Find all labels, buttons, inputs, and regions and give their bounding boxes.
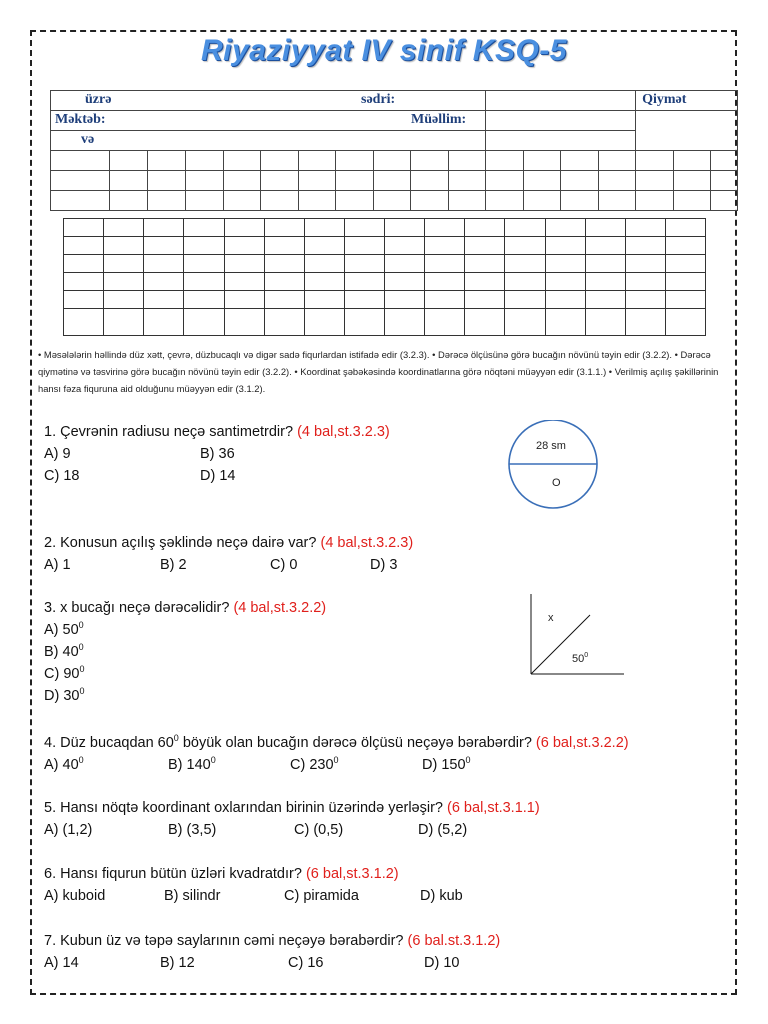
ve-label: və [81,132,95,147]
q7-option-c[interactable]: C) 16 [288,955,324,971]
q6-option-c[interactable]: C) piramida [284,888,359,904]
q6-option-d[interactable]: D) kub [420,888,463,904]
question-2: 2. Konusun açılış şəklində neçə dairə var? (4 bal,st.3.2.3) A) 1 B) 2 C) 0 D) 3 [44,532,724,576]
question-3: 3. x bucağı neçə dərəcəlidir? (4 bal,st.3.2.2) A) $50^0$ B) $40^0$ C) $90^0$ D) $30^0$ [44,597,504,707]
q2-option-d[interactable]: D) 3 [370,557,398,573]
qiymet-label: Qiymət [642,92,687,107]
page-title: Riyaziyyat IV sinif KSQ-5 [201,34,567,67]
q4-option-c[interactable]: C) $230^0$ [290,755,339,773]
q3-option-c[interactable]: C) $90^0$ [44,664,85,682]
q6-option-b[interactable]: B) silindr [164,888,221,904]
uzre-label: üzrə [85,92,112,107]
q4-option-b[interactable]: B) $140^0$ [168,755,216,773]
q3-option-a[interactable]: A) $50^0$ [44,620,84,638]
angle-value-label: $50^0$ [572,652,589,665]
q3-option-d[interactable]: D) $30^0$ [44,686,85,704]
q2-option-b[interactable]: B) 2 [160,557,187,573]
q5-option-c[interactable]: C) (0,5) [294,822,344,838]
q7-option-b[interactable]: B) 12 [160,955,195,971]
standards-text: • Məsələlərin həllində düz xətt, çevrə, düzbucaqlı və digər sadə fiqurlardan istifadə edir (3.2.3). • Dərəcə ölçüsünə görə bucağın növünü təyin edir (3.2.2). • Dərəcə qiymətinə və təsvirinə görə bucağın növünü təyin edir (3.2.2). • Koordinat şəbəkəsində koordinatlarına görə nöqtəni müəyyən edir (3.1.1.) • Verilmiş açılış şəkillərinin hansı fəza fiquruna aid olduğunu müəyyən edir (3.1.2). [38,349,719,394]
qiymet-field[interactable] [636,111,738,151]
q1-option-a[interactable]: A) 9 [44,446,71,462]
angle-diagonal-line [531,615,590,674]
sedri-label: sədri: [361,92,396,107]
q2-option-c[interactable]: C) 0 [270,557,298,573]
question-7: 7. Kubun üz və təpə saylarının cəmi neçəyə bərabərdir? (6 bal.st.3.1.2) A) 14 B) 12 C) 16 D) 10 [44,930,724,974]
q4-option-d[interactable]: D) $150^0$ [422,755,471,773]
angle-figure [528,594,624,678]
q6-option-a[interactable]: A) kuboid [44,888,106,904]
circle-figure [496,420,610,510]
muellim-label: Müəllim: [411,112,467,127]
center-label: O [552,477,561,489]
q3-option-b[interactable]: B) $40^0$ [44,642,84,660]
q1-option-d[interactable]: D) 14 [200,468,236,484]
q1-option-c[interactable]: C) 18 [44,468,80,484]
angle-x-label: x [548,612,554,624]
muellim-field[interactable] [486,111,636,131]
q1-option-b[interactable]: B) 36 [200,446,235,462]
question-1: 1. Çevrənin radiusu neçə santimetrdir? (4 bal,st.3.2.3) A) 9 B) 36 C) 18 D) 14 [44,421,484,487]
q7-option-a[interactable]: A) 14 [44,955,79,971]
question-5: 5. Hansı nöqtə koordinant oxlarından birinin üzərində yerləşir? (6 bal,st.3.1.1) A) (1,2) B) (3,5) C) (0,5) D) (5,2) [44,797,724,841]
mekteb-label: Məktəb: [55,112,106,127]
sedri-field[interactable] [486,91,636,111]
q5-option-d[interactable]: D) (5,2) [418,822,468,838]
diameter-label: 28 sm [536,440,566,452]
answer-grid [63,218,706,336]
header-info-table [50,90,717,213]
q5-option-b[interactable]: B) (3,5) [168,822,217,838]
question-4: 4. Düz bucaqdan $60^0$ böyük olan bucağın dərəcə ölçüsü neçəyə bərabərdir? (6 bal,st.3.2.2) A) $40^0$ B) $140^0$ C) $230^0$ D) $150^0$ [44,732,734,776]
q7-option-d[interactable]: D) 10 [424,955,460,971]
q5-option-a[interactable]: A) (1,2) [44,822,93,838]
q4-option-a[interactable]: A) $40^0$ [44,755,84,773]
question-6: 6. Hansı fiqurun bütün üzləri kvadratdır? (6 bal,st.3.1.2) A) kuboid B) silindr C) piramida D) kub [44,863,724,907]
q2-option-a[interactable]: A) 1 [44,557,71,573]
